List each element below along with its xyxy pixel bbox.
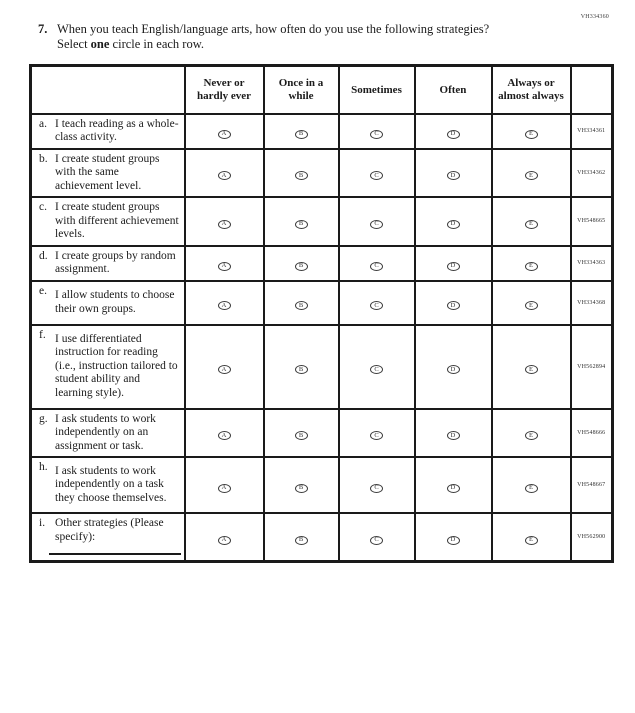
response-cell xyxy=(185,457,264,513)
question-text xyxy=(57,22,508,52)
response-cell xyxy=(492,281,571,325)
question-text-start: When you teach English/language arts, how often do you use the following strategies? Select xyxy=(57,22,490,51)
answer-bubble-D[interactable]: D xyxy=(447,130,460,139)
row-accession-code: VH334368 xyxy=(571,281,613,325)
grid-row-f xyxy=(31,325,613,409)
header-empty-code-cell xyxy=(571,66,613,114)
answer-bubble-A[interactable]: A xyxy=(218,220,231,229)
column-header-always-or-almost-always: Always or almost always xyxy=(492,66,571,114)
answer-bubble-D[interactable]: D xyxy=(447,431,460,440)
answer-bubble-B[interactable]: B xyxy=(295,130,308,139)
response-cell xyxy=(492,513,571,562)
question-stem xyxy=(38,22,508,52)
answer-bubble-D[interactable]: D xyxy=(447,536,460,545)
answer-bubble-A[interactable]: A xyxy=(218,130,231,139)
response-cell xyxy=(415,457,492,513)
response-cell xyxy=(415,409,492,458)
row-accession-code: VH562900 xyxy=(571,513,613,562)
response-cell xyxy=(492,325,571,409)
response-cell xyxy=(415,325,492,409)
grid-row-b xyxy=(31,149,613,198)
column-header-sometimes: Sometimes xyxy=(339,66,415,114)
response-cell xyxy=(185,246,264,281)
answer-bubble-B[interactable]: B xyxy=(295,431,308,440)
row-letter: c. xyxy=(39,201,47,213)
answer-bubble-D[interactable]: D xyxy=(447,220,460,229)
response-cell xyxy=(264,325,339,409)
answer-bubble-E[interactable]: E xyxy=(525,484,538,493)
answer-bubble-C[interactable]: C xyxy=(370,301,383,310)
row-label-cell xyxy=(31,246,185,281)
answer-bubble-D[interactable]: D xyxy=(447,301,460,310)
answer-bubble-E[interactable]: E xyxy=(525,262,538,271)
answer-bubble-E[interactable]: E xyxy=(525,220,538,229)
response-cell xyxy=(492,246,571,281)
response-cell xyxy=(185,149,264,198)
row-accession-code: VH548665 xyxy=(571,197,613,246)
row-label-text: I use differentiated instruction for reading (i.e., instruction tailored to student ability and learning style). xyxy=(55,332,178,399)
row-accession-code: VH548667 xyxy=(571,457,613,513)
row-label-cell xyxy=(31,325,185,409)
grid-row-g xyxy=(31,409,613,458)
header-empty-stem-cell xyxy=(31,66,185,114)
answer-bubble-C[interactable]: C xyxy=(370,484,383,493)
answer-bubble-D[interactable]: D xyxy=(447,365,460,374)
row-label-text: I ask students to work independently on a task they choose themselves. xyxy=(55,464,167,504)
question-text-emphasis: one xyxy=(90,37,110,51)
answer-bubble-A[interactable]: A xyxy=(218,431,231,440)
answer-bubble-D[interactable]: D xyxy=(447,171,460,180)
response-cell xyxy=(339,281,415,325)
response-cell xyxy=(339,246,415,281)
row-label-cell xyxy=(31,114,185,149)
response-cell xyxy=(264,457,339,513)
response-cell xyxy=(264,513,339,562)
answer-bubble-E[interactable]: E xyxy=(525,365,538,374)
row-label-cell xyxy=(31,149,185,198)
row-letter: b. xyxy=(39,152,48,165)
response-cell xyxy=(185,197,264,246)
row-label-text: Other strategies (Please specify): xyxy=(55,517,164,543)
row-letter: a. xyxy=(39,117,47,130)
answer-bubble-C[interactable]: C xyxy=(370,130,383,139)
answer-bubble-A[interactable]: A xyxy=(218,171,231,180)
answer-bubble-C[interactable]: C xyxy=(370,431,383,440)
response-cell xyxy=(264,197,339,246)
response-cell xyxy=(264,114,339,149)
row-letter: e. xyxy=(39,284,47,297)
response-cell xyxy=(415,149,492,198)
answer-bubble-B[interactable]: B xyxy=(295,365,308,374)
row-label-text: I create groups by random assignment. xyxy=(55,249,176,275)
answer-bubble-E[interactable]: E xyxy=(525,536,538,545)
answer-bubble-B[interactable]: B xyxy=(295,220,308,229)
response-cell xyxy=(492,197,571,246)
row-label-cell xyxy=(31,197,185,246)
row-label-cell xyxy=(31,457,185,513)
row-accession-code: VH334361 xyxy=(571,114,613,149)
grid-row-d xyxy=(31,246,613,281)
row-label-text: I ask students to work independently on an assignment or task. xyxy=(55,412,156,452)
answer-bubble-C[interactable]: C xyxy=(370,220,383,229)
question-text-end: circle in each row. xyxy=(109,37,205,51)
answer-bubble-E[interactable]: E xyxy=(525,130,538,139)
response-grid xyxy=(29,64,614,563)
response-cell xyxy=(185,325,264,409)
answer-bubble-A[interactable]: A xyxy=(218,365,231,374)
answer-bubble-B[interactable]: B xyxy=(295,301,308,310)
response-cell xyxy=(339,513,415,562)
response-cell xyxy=(339,409,415,458)
question-number: 7. xyxy=(38,22,48,36)
response-cell xyxy=(492,149,571,198)
column-header-never-or-hardly-ever: Never or hardly ever xyxy=(185,66,264,114)
header-row xyxy=(31,66,613,114)
response-cell xyxy=(492,457,571,513)
question-accession-code: VH334360 xyxy=(580,14,609,20)
answer-bubble-B[interactable]: B xyxy=(295,536,308,545)
row-label-cell xyxy=(31,409,185,458)
response-cell xyxy=(339,197,415,246)
response-cell xyxy=(339,149,415,198)
response-cell xyxy=(264,409,339,458)
response-cell xyxy=(185,409,264,458)
row-label-cell xyxy=(31,513,185,562)
answer-bubble-C[interactable]: C xyxy=(370,262,383,271)
row-letter: g. xyxy=(39,412,48,425)
response-cell xyxy=(339,457,415,513)
response-cell xyxy=(415,114,492,149)
grid-row-a xyxy=(31,114,613,149)
column-header-once-in-a-while: Once in a while xyxy=(264,66,339,114)
row-label-cell xyxy=(31,281,185,325)
row-accession-code: VH334362 xyxy=(571,149,613,198)
response-cell xyxy=(264,246,339,281)
response-cell xyxy=(185,114,264,149)
row-accession-code: VH548666 xyxy=(571,409,613,458)
answer-bubble-D[interactable]: D xyxy=(447,484,460,493)
grid-row-i xyxy=(31,513,613,562)
response-cell xyxy=(339,325,415,409)
answer-bubble-D[interactable]: D xyxy=(447,262,460,271)
response-cell xyxy=(339,114,415,149)
column-header-often: Often xyxy=(415,66,492,114)
answer-bubble-C[interactable]: C xyxy=(370,365,383,374)
grid-row-h xyxy=(31,457,613,513)
response-cell xyxy=(415,281,492,325)
answer-bubble-A[interactable]: A xyxy=(218,301,231,310)
response-cell xyxy=(492,409,571,458)
answer-bubble-B[interactable]: B xyxy=(295,484,308,493)
row-accession-code: VH334363 xyxy=(571,246,613,281)
answer-bubble-C[interactable]: C xyxy=(370,171,383,180)
row-label-text: I create student groups with the same achievement level. xyxy=(55,152,160,192)
row-label-text: I create student groups with different achievement levels. xyxy=(55,201,179,240)
answer-bubble-A[interactable]: A xyxy=(218,262,231,271)
answer-bubble-A[interactable]: A xyxy=(218,536,231,545)
response-cell xyxy=(185,281,264,325)
answer-bubble-B[interactable]: B xyxy=(295,171,308,180)
answer-bubble-A[interactable]: A xyxy=(218,484,231,493)
response-cell xyxy=(415,197,492,246)
row-letter: i. xyxy=(39,517,46,529)
row-letter: d. xyxy=(39,249,48,262)
answer-bubble-C[interactable]: C xyxy=(370,536,383,545)
row-label-text: I teach reading as a whole-class activity. xyxy=(55,117,179,143)
answer-bubble-E[interactable]: E xyxy=(525,431,538,440)
grid-row-c xyxy=(31,197,613,246)
response-cell xyxy=(415,246,492,281)
row-letter: f. xyxy=(39,328,46,341)
specify-blank-line[interactable] xyxy=(49,553,181,555)
answer-bubble-B[interactable]: B xyxy=(295,262,308,271)
response-cell xyxy=(185,513,264,562)
row-label-text: I allow students to choose their own groups. xyxy=(55,289,175,315)
response-cell xyxy=(264,149,339,198)
answer-bubble-E[interactable]: E xyxy=(525,301,538,310)
response-cell xyxy=(264,281,339,325)
answer-bubble-E[interactable]: E xyxy=(525,171,538,180)
grid-row-e xyxy=(31,281,613,325)
row-accession-code: VH562894 xyxy=(571,325,613,409)
row-letter: h. xyxy=(39,461,48,473)
response-cell xyxy=(492,114,571,149)
response-cell xyxy=(415,513,492,562)
